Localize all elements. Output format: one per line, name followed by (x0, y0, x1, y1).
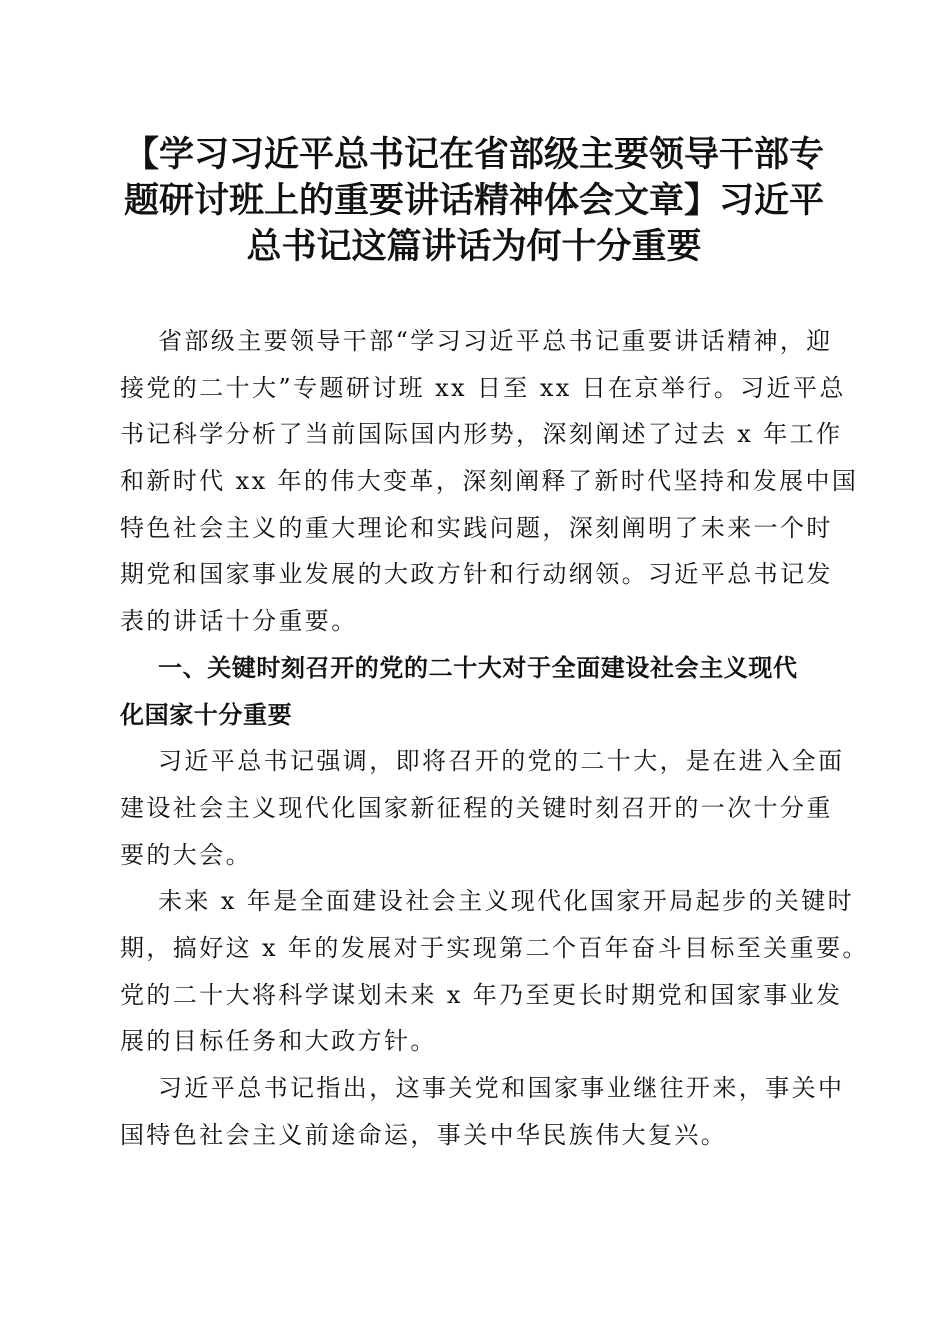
paragraph-line: 展的目标任务和大政方针。 (120, 1027, 437, 1056)
paragraph-line: 国特色社会主义前途命运，事关中华民族伟大复兴。 (120, 1120, 728, 1149)
paragraph-line: 特色社会主义的重大理论和实践问题，深刻阐明了未来一个时 (120, 513, 833, 542)
paragraph-line: 党的二十大将科学谋划未来 x 年乃至更长时期党和国家事业发 (120, 980, 843, 1009)
paragraph-line: 省部级主要领导干部“学习习近平总书记重要讲话精神，迎 (158, 327, 833, 355)
paragraph-line: 接党的二十大”专题研讨班 xx 日至 xx 日在京举行。习近平总 (120, 373, 846, 402)
paragraph-line: 期党和国家事业发展的大政方针和行动纲领。习近平总书记发 (120, 560, 833, 589)
paragraph-line: 表的讲话十分重要。 (120, 607, 358, 636)
intro-paragraph (120, 318, 859, 645)
paragraph-line: 建设社会主义现代化国家新征程的关键时刻召开的一次十分重 (120, 793, 833, 822)
body-paragraph (120, 878, 869, 1065)
title-line: 【学习习近平总书记在省部级主要领导干部专 (123, 134, 824, 175)
document-body (120, 318, 869, 1158)
body-paragraph (120, 738, 845, 878)
paragraph-line: 和新时代 xx 年的伟大变革，深刻阐释了新时代坚持和发展中国 (120, 467, 859, 496)
section-heading (120, 645, 840, 738)
body-paragraph (120, 1065, 845, 1158)
heading-line: 一、关键时刻召开的党的二十大对于全面建设社会主义现代 (158, 653, 798, 682)
title-line: 总书记这篇讲话为何十分重要 (246, 226, 702, 267)
document-title (114, 132, 834, 270)
paragraph-line: 期，搞好这 x 年的发展对于实现第二个百年奋斗目标至关重要。 (120, 933, 869, 962)
heading-line: 化国家十分重要 (120, 700, 293, 729)
paragraph-line: 习近平总书记强调，即将召开的党的二十大，是在进入全面 (158, 747, 845, 776)
title-line: 题研讨班上的重要讲话精神体会文章】习近平 (123, 180, 824, 221)
paragraph-line: 未来 x 年是全面建设社会主义现代化国家开局起步的关键时 (158, 887, 854, 916)
paragraph-line: 书记科学分析了当前国际国内形势，深刻阐述了过去 x 年工作 (120, 420, 843, 449)
paragraph-line: 习近平总书记指出，这事关党和国家事业继往开来，事关中 (158, 1074, 845, 1102)
paragraph-line: 要的大会。 (120, 840, 252, 869)
